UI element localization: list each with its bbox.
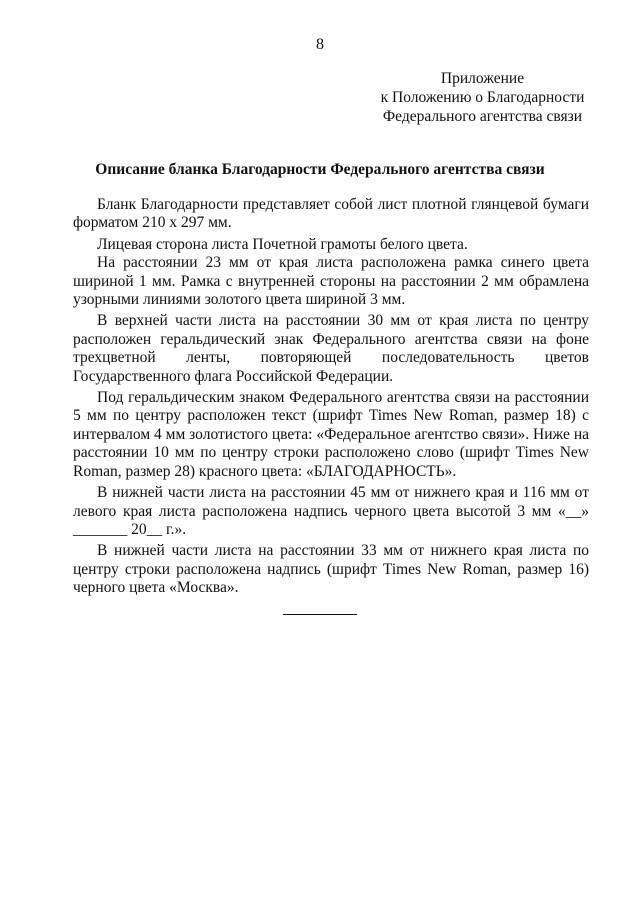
- paragraph-paper-format: Бланк Благодарности представляет собой лист плотной глянцевой бумаги форматом 210 х 297 мм.: [73, 196, 589, 232]
- paragraph-emblem: В верхней части листа на расстоянии 30 мм от края листа по центру расположен геральдический знак Федерального агентства связи на фоне трехцветной ленты, повторяющей последовательность цветов Государственного флага Российской Федерации.: [73, 312, 589, 385]
- appendix-line-3: Федерального агентства связи: [382, 108, 583, 125]
- paragraph-frame: На расстоянии 23 мм от края листа расположена рамка синего цвета шириной 1 мм. Рамка с внутренней стороны на расстоянии 2 мм обрамлена узорными линиями золотого цвета шириной 3 мм.: [73, 254, 589, 309]
- paragraph-front-side: Лицевая сторона листа Почетной грамоты белого цвета.: [97, 235, 468, 253]
- appendix-line-1: Приложение: [440, 70, 525, 87]
- appendix-line-2: к Положению о Благодарности: [380, 89, 585, 106]
- paragraph-text-under-emblem: Под геральдическим знаком Федерального агентства связи на расстоянии 5 мм по центру расположен текст (шрифт Times New Roman, размер 18) с интервалом 4 мм золотистого цвета: «Федеральное агентство связи». Ниже на расстоянии 10 мм по центру строки расположено слово (шрифт Times New Roman, размер 28) красного цвета: «БЛАГОДАРНОСТЬ».: [73, 389, 589, 480]
- page-number: 8: [316, 36, 324, 53]
- appendix-header: [375, 69, 590, 126]
- paragraph-date-line: В нижней части листа на расстоянии 45 мм от нижнего края и 116 мм от левого края листа расположена надпись черного цвета высотой 3 мм «__» _______ 20__ г.».: [73, 484, 589, 538]
- document-body: [73, 196, 589, 601]
- document-title: Описание бланка Благодарности Федерального агентства связи: [95, 161, 545, 178]
- paragraph-city: В нижней части листа на расстоянии 33 мм от нижнего края листа по центру строки расположена надпись (шрифт Times New Roman, размер 16) черного цвета «Москва».: [73, 542, 589, 597]
- end-divider-line: [283, 614, 357, 615]
